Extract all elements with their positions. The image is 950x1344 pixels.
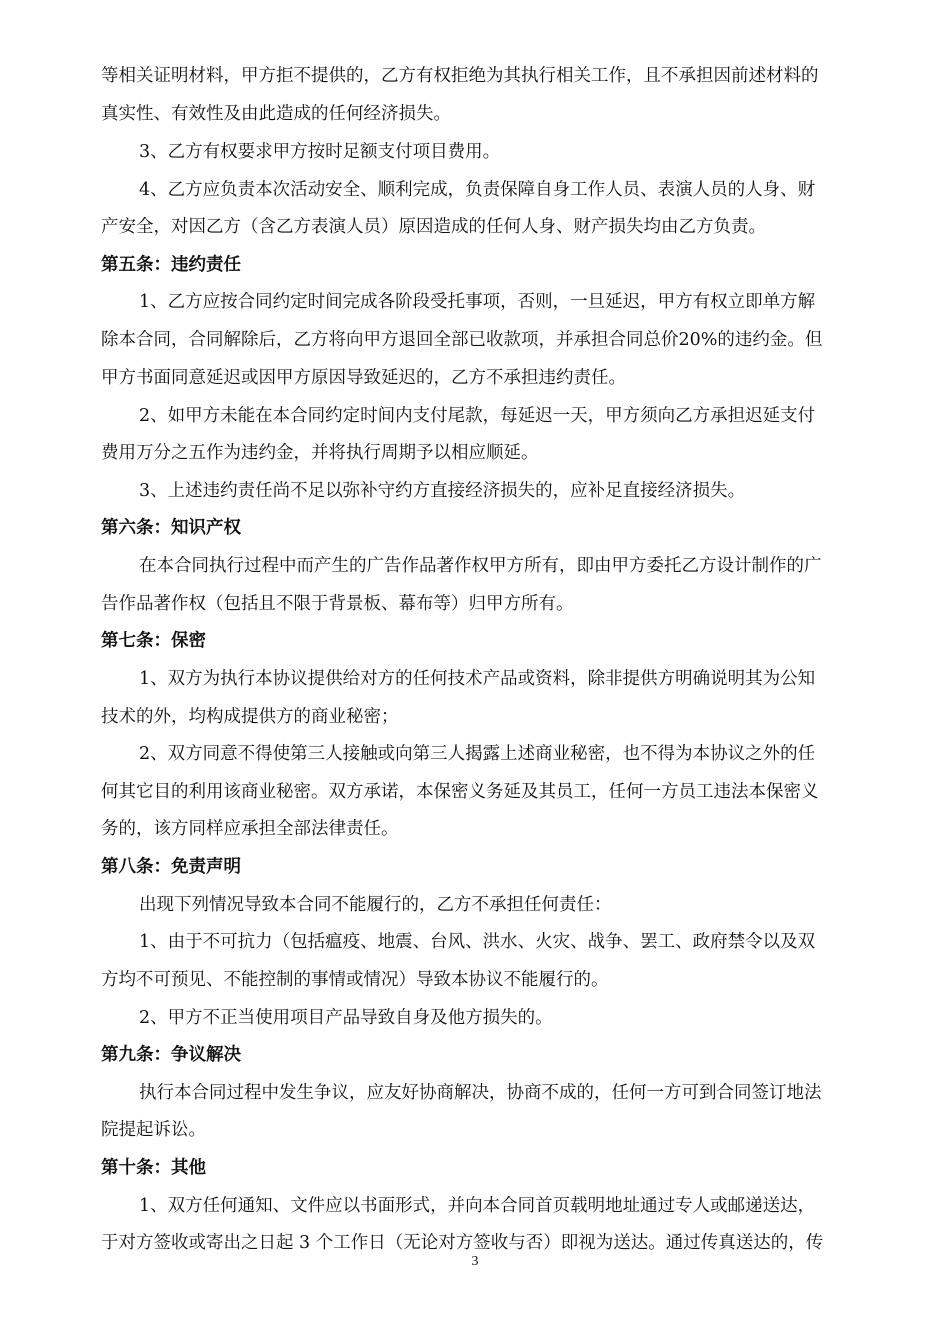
section-heading: 第十条：其他	[101, 1158, 206, 1178]
body-text-line: 产安全，对因乙方（含乙方表演人员）原因造成的任何人身、财产损失均由乙方负责。	[101, 217, 766, 237]
clause-item: 3、乙方有权要求甲方按时足额支付项目费用。	[139, 142, 501, 162]
section-heading: 第九条：争议解决	[101, 1045, 241, 1065]
body-text-line: 告作品著作权（包括且不限于背景板、幕布等）归甲方所有。	[101, 594, 574, 614]
clause-item: 3、上述违约责任尚不足以弥补守约方直接经济损失的，应补足直接经济损失。	[139, 481, 746, 501]
clause-item: 2、双方同意不得使第三人接触或向第三人揭露上述商业秘密，也不得为本协议之外的任	[139, 744, 816, 764]
clause-item: 1、双方任何通知、文件应以书面形式，并向本合同首页载明地址通过专人或邮递送达，	[139, 1196, 816, 1216]
clause-item: 2、甲方不正当使用项目产品导致自身及他方损失的。	[139, 1008, 553, 1028]
body-text-line: 费用万分之五作为违约金，并将执行周期予以相应顺延。	[101, 443, 539, 463]
section-heading: 第六条：知识产权	[101, 518, 241, 538]
clause-item: 在本合同执行过程中而产生的广告作品著作权甲方所有，即由甲方委托乙方设计制作的广	[139, 556, 822, 576]
page-number: 3	[471, 1254, 479, 1269]
body-text-line: 甲方书面同意延迟或因甲方原因导致延迟的，乙方不承担违约责任。	[101, 368, 626, 388]
body-text-line: 何其它目的利用该商业秘密。双方承诺，本保密义务延及其员工，任何一方员工违法本保密义	[101, 782, 819, 802]
clause-item: 1、乙方应按合同约定时间完成各阶段受托事项，否则，一旦延迟，甲方有权立即单方解	[139, 292, 816, 312]
section-heading: 第七条：保密	[101, 631, 206, 651]
body-text-line: 除本合同，合同解除后，乙方将向甲方退回全部已收款项，并承担合同总价20%的违约金。但	[101, 330, 823, 350]
clause-item: 2、如甲方未能在本合同约定时间内支付尾款，每延迟一天，甲方须向乙方承担迟延支付	[139, 406, 816, 426]
body-text-line: 真实性、有效性及由此造成的任何经济损失。	[101, 104, 451, 124]
section-heading: 第八条：免责声明	[101, 857, 241, 877]
body-text-line: 方均不可预见、不能控制的事情或情况）导致本协议不能履行的。	[101, 970, 609, 990]
clause-item: 1、由于不可抗力（包括瘟疫、地震、台风、洪水、火灾、战争、罢工、政府禁令以及双	[139, 932, 816, 952]
body-text-line: 于对方签收或寄出之日起 3 个工作日（无论对方签收与否）即视为送达。通过传真送达的，传	[101, 1233, 824, 1253]
body-text-line: 院提起诉讼。	[101, 1120, 206, 1140]
clause-item: 出现下列情况导致本合同不能履行的，乙方不承担任何责任：	[139, 895, 612, 915]
clause-item: 4、乙方应负责本次活动安全、顺利完成，负责保障自身工作人员、表演人员的人身、财	[139, 180, 816, 200]
clause-item: 执行本合同过程中发生争议，应友好协商解决，协商不成的，任何一方可到合同签订地法	[139, 1083, 822, 1103]
body-text-line: 务的，该方同样应承担全部法律责任。	[101, 819, 399, 839]
clause-item: 1、双方为执行本协议提供给对方的任何技术产品或资料，除非提供方明确说明其为公知	[139, 669, 816, 689]
body-text-line: 技术的外，均构成提供方的商业秘密；	[101, 707, 399, 727]
body-text-line: 等相关证明材料，甲方拒不提供的，乙方有权拒绝为其执行相关工作，且不承担因前述材料的	[101, 66, 819, 86]
section-heading: 第五条：违约责任	[101, 255, 241, 275]
